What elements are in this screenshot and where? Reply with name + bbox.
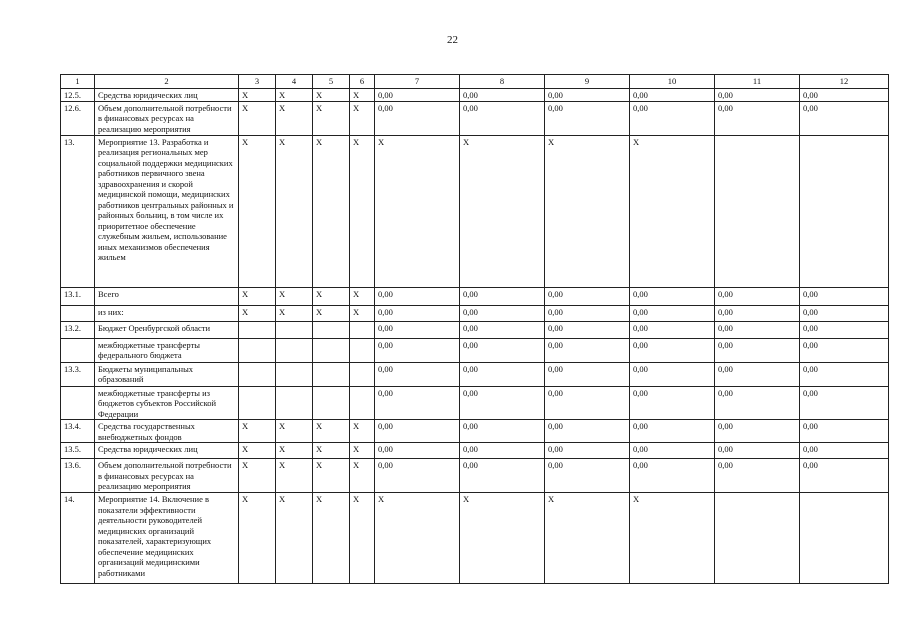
- cell-value: 0,00: [375, 443, 460, 459]
- cell-value: X: [239, 287, 276, 305]
- row-number: [61, 338, 95, 362]
- cell-value: 0,00: [460, 287, 545, 305]
- cell-value: 0,00: [630, 89, 715, 102]
- row-number: 13.3.: [61, 362, 95, 386]
- cell-value: 0,00: [630, 338, 715, 362]
- cell-value: X: [350, 287, 375, 305]
- cell-value: 0,00: [460, 321, 545, 338]
- cell-value: [715, 135, 800, 287]
- page-number: 22: [447, 34, 458, 46]
- table-row: [61, 135, 889, 287]
- row-description: из них:: [95, 305, 239, 321]
- row-number: 13.1.: [61, 287, 95, 305]
- table-row: [61, 443, 889, 459]
- row-number: 12.6.: [61, 101, 95, 135]
- cell-value: [239, 386, 276, 420]
- row-description: Средства юридических лиц: [95, 443, 239, 459]
- cell-value: 0,00: [715, 89, 800, 102]
- cell-value: X: [350, 493, 375, 584]
- column-header: 4: [276, 75, 313, 89]
- row-number: 14.: [61, 493, 95, 584]
- cell-value: [239, 321, 276, 338]
- column-header: 8: [460, 75, 545, 89]
- row-description: межбюджетные трансферты из бюджетов субъектов Российской Федерации: [95, 386, 239, 420]
- cell-value: 0,00: [800, 420, 889, 443]
- row-number: 13.4.: [61, 420, 95, 443]
- cell-value: 0,00: [375, 420, 460, 443]
- cell-value: 0,00: [460, 101, 545, 135]
- cell-value: X: [350, 101, 375, 135]
- table-row: [61, 321, 889, 338]
- cell-value: 0,00: [800, 386, 889, 420]
- row-number: 12.5.: [61, 89, 95, 102]
- cell-value: X: [276, 493, 313, 584]
- cell-value: X: [375, 493, 460, 584]
- cell-value: X: [375, 135, 460, 287]
- table-row: [61, 493, 889, 584]
- cell-value: X: [276, 287, 313, 305]
- cell-value: 0,00: [800, 321, 889, 338]
- cell-value: 0,00: [460, 362, 545, 386]
- cell-value: [350, 338, 375, 362]
- cell-value: X: [313, 287, 350, 305]
- cell-value: X: [545, 493, 630, 584]
- cell-value: [276, 321, 313, 338]
- cell-value: 0,00: [800, 305, 889, 321]
- cell-value: [350, 321, 375, 338]
- cell-value: [313, 321, 350, 338]
- cell-value: [276, 386, 313, 420]
- cell-value: 0,00: [800, 459, 889, 493]
- cell-value: X: [239, 305, 276, 321]
- cell-value: 0,00: [630, 305, 715, 321]
- row-description: Мероприятие 14. Включение в показатели эффективности деятельности руководителей медицинских организаций показателей, характеризующих обеспечение медицинских организаций медицинскими работниками: [95, 493, 239, 584]
- column-header: 5: [313, 75, 350, 89]
- cell-value: 0,00: [715, 443, 800, 459]
- cell-value: 0,00: [630, 420, 715, 443]
- cell-value: X: [350, 89, 375, 102]
- cell-value: 0,00: [375, 386, 460, 420]
- cell-value: [350, 386, 375, 420]
- cell-value: 0,00: [375, 459, 460, 493]
- cell-value: 0,00: [545, 459, 630, 493]
- cell-value: X: [350, 420, 375, 443]
- cell-value: X: [276, 135, 313, 287]
- row-number: 13.: [61, 135, 95, 287]
- cell-value: X: [350, 305, 375, 321]
- row-description: Объем дополнительной потребности в финансовых ресурсах на реализацию мероприятия: [95, 101, 239, 135]
- cell-value: 0,00: [545, 420, 630, 443]
- cell-value: 0,00: [375, 321, 460, 338]
- column-header: 10: [630, 75, 715, 89]
- cell-value: 0,00: [375, 101, 460, 135]
- cell-value: 0,00: [545, 362, 630, 386]
- cell-value: [276, 338, 313, 362]
- cell-value: 0,00: [545, 321, 630, 338]
- cell-value: X: [630, 493, 715, 584]
- row-description: Бюджеты муниципальных образований: [95, 362, 239, 386]
- row-description: Средства юридических лиц: [95, 89, 239, 102]
- row-description: Бюджет Оренбургской области: [95, 321, 239, 338]
- cell-value: X: [545, 135, 630, 287]
- cell-value: 0,00: [630, 362, 715, 386]
- cell-value: 0,00: [800, 89, 889, 102]
- cell-value: X: [276, 459, 313, 493]
- row-number: 13.6.: [61, 459, 95, 493]
- cell-value: 0,00: [630, 287, 715, 305]
- cell-value: X: [313, 493, 350, 584]
- cell-value: X: [276, 89, 313, 102]
- cell-value: 0,00: [630, 459, 715, 493]
- table-row: [61, 89, 889, 102]
- cell-value: 0,00: [545, 305, 630, 321]
- cell-value: [800, 135, 889, 287]
- cell-value: 0,00: [460, 338, 545, 362]
- table-row: [61, 305, 889, 321]
- cell-value: X: [276, 101, 313, 135]
- cell-value: [313, 338, 350, 362]
- cell-value: X: [313, 459, 350, 493]
- cell-value: 0,00: [460, 386, 545, 420]
- cell-value: 0,00: [375, 305, 460, 321]
- row-number: 13.2.: [61, 321, 95, 338]
- cell-value: 0,00: [460, 443, 545, 459]
- column-header: 3: [239, 75, 276, 89]
- cell-value: X: [239, 420, 276, 443]
- cell-value: X: [239, 135, 276, 287]
- column-header: 11: [715, 75, 800, 89]
- row-number: 13.5.: [61, 443, 95, 459]
- cell-value: X: [313, 89, 350, 102]
- cell-value: [313, 362, 350, 386]
- column-header: 12: [800, 75, 889, 89]
- cell-value: 0,00: [800, 443, 889, 459]
- cell-value: 0,00: [800, 338, 889, 362]
- cell-value: 0,00: [545, 338, 630, 362]
- cell-value: X: [313, 101, 350, 135]
- cell-value: X: [276, 443, 313, 459]
- cell-value: 0,00: [800, 362, 889, 386]
- cell-value: X: [239, 101, 276, 135]
- column-header: 6: [350, 75, 375, 89]
- cell-value: X: [630, 135, 715, 287]
- row-description: Всего: [95, 287, 239, 305]
- cell-value: X: [350, 443, 375, 459]
- cell-value: [800, 493, 889, 584]
- cell-value: 0,00: [715, 101, 800, 135]
- cell-value: 0,00: [545, 89, 630, 102]
- cell-value: X: [313, 420, 350, 443]
- cell-value: 0,00: [715, 321, 800, 338]
- cell-value: 0,00: [545, 443, 630, 459]
- table-row: [61, 420, 889, 443]
- column-header-row: [61, 75, 889, 89]
- row-description: межбюджетные трансферты федерального бюджета: [95, 338, 239, 362]
- cell-value: X: [313, 135, 350, 287]
- cell-value: X: [239, 493, 276, 584]
- cell-value: 0,00: [715, 305, 800, 321]
- column-header: 9: [545, 75, 630, 89]
- cell-value: 0,00: [715, 459, 800, 493]
- table-row: [61, 338, 889, 362]
- table-row: [61, 287, 889, 305]
- cell-value: [350, 362, 375, 386]
- row-description: Средства государственных внебюджетных фондов: [95, 420, 239, 443]
- cell-value: 0,00: [460, 459, 545, 493]
- cell-value: X: [350, 135, 375, 287]
- cell-value: [715, 493, 800, 584]
- cell-value: [313, 386, 350, 420]
- table-row: [61, 362, 889, 386]
- cell-value: 0,00: [800, 101, 889, 135]
- row-description: Мероприятие 13. Разработка и реализация региональных мер социальной поддержки медицинских работников первичного звена здравоохранения и скорой медицинской помощи, медицинских работников центральных районных и районных больниц, в том числе их приоритетное обеспечение служебным жильем, использование иных механизмов обеспечения жильем: [95, 135, 239, 287]
- cell-value: X: [460, 493, 545, 584]
- cell-value: 0,00: [460, 89, 545, 102]
- cell-value: 0,00: [630, 386, 715, 420]
- table-row: [61, 459, 889, 493]
- cell-value: 0,00: [375, 89, 460, 102]
- cell-value: 0,00: [545, 386, 630, 420]
- cell-value: 0,00: [375, 287, 460, 305]
- budget-table: [60, 74, 889, 584]
- cell-value: 0,00: [545, 101, 630, 135]
- cell-value: 0,00: [715, 362, 800, 386]
- cell-value: 0,00: [715, 287, 800, 305]
- cell-value: 0,00: [715, 386, 800, 420]
- cell-value: X: [313, 443, 350, 459]
- cell-value: X: [313, 305, 350, 321]
- cell-value: X: [460, 135, 545, 287]
- cell-value: 0,00: [545, 287, 630, 305]
- cell-value: [239, 362, 276, 386]
- table-row: [61, 386, 889, 420]
- cell-value: 0,00: [460, 420, 545, 443]
- cell-value: 0,00: [630, 101, 715, 135]
- table-row: [61, 101, 889, 135]
- column-header: 2: [95, 75, 239, 89]
- cell-value: X: [239, 443, 276, 459]
- cell-value: 0,00: [715, 338, 800, 362]
- row-number: [61, 386, 95, 420]
- cell-value: 0,00: [715, 420, 800, 443]
- cell-value: X: [276, 305, 313, 321]
- cell-value: X: [239, 89, 276, 102]
- column-header: 7: [375, 75, 460, 89]
- cell-value: X: [239, 459, 276, 493]
- row-number: [61, 305, 95, 321]
- row-description: Объем дополнительной потребности в финансовых ресурсах на реализацию мероприятия: [95, 459, 239, 493]
- cell-value: 0,00: [630, 443, 715, 459]
- column-header: 1: [61, 75, 95, 89]
- cell-value: [239, 338, 276, 362]
- cell-value: 0,00: [800, 287, 889, 305]
- cell-value: X: [276, 420, 313, 443]
- cell-value: [276, 362, 313, 386]
- cell-value: 0,00: [460, 305, 545, 321]
- cell-value: X: [350, 459, 375, 493]
- cell-value: 0,00: [630, 321, 715, 338]
- cell-value: 0,00: [375, 338, 460, 362]
- cell-value: 0,00: [375, 362, 460, 386]
